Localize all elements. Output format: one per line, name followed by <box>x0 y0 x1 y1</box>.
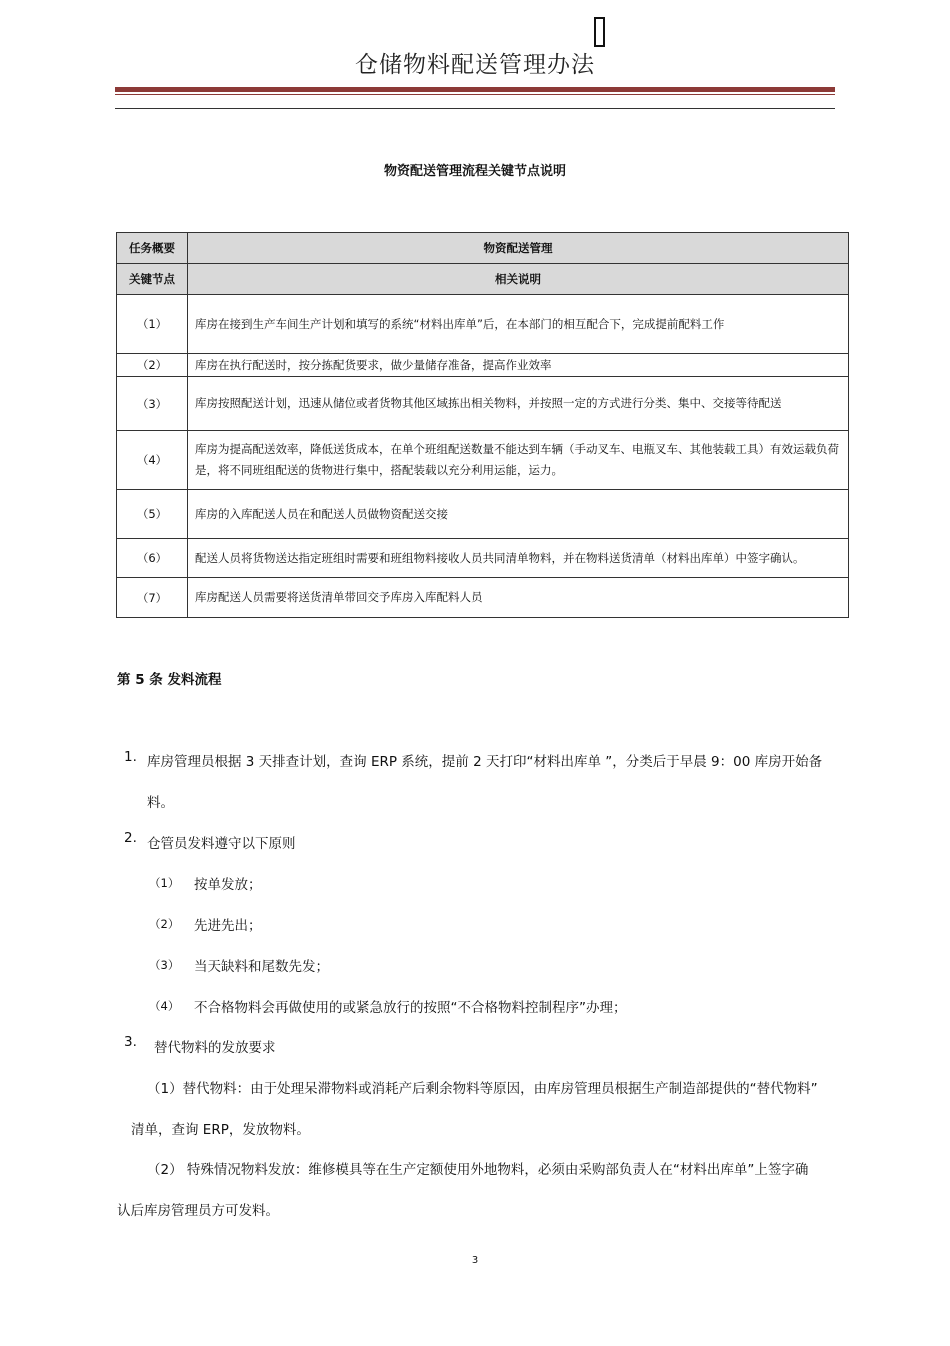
table-row <box>117 431 849 490</box>
node-description: 库房为提高配送效率，降低送货成本，在单个班组配送数量不能达到车辆（手动叉车、电瓶叉车、其他装载工具）有效运载负荷是，将不同班组配送的货物进行集中，搭配装载以充分利用运能，运力。 <box>188 431 849 490</box>
header-rule-thin <box>115 94 835 95</box>
header-rule-thick <box>115 87 835 92</box>
page-number: 3 <box>471 1255 479 1266</box>
sub-list-marker: （1） <box>149 876 180 890</box>
key-nodes-table <box>116 232 849 618</box>
list-item-text: 仓管员发料遵守以下原则 <box>147 836 296 852</box>
paragraph-line: （2） 特殊情况物料发放：维修模具等在生产定额使用外地物料，必须由采购部负责人在“材料出库单”上签字确 <box>147 1162 809 1178</box>
list-marker: 1. <box>124 749 137 765</box>
table-row <box>117 539 849 578</box>
section-heading: 第 5 条 发料流程 <box>117 672 222 688</box>
sub-list-text: 按单发放； <box>194 877 262 893</box>
document-title: 物资配送管理流程关键节点说明 <box>383 164 566 179</box>
table-row <box>117 377 849 431</box>
table-header-row <box>117 233 849 264</box>
sub-list-marker: （2） <box>149 917 180 931</box>
paragraph-line: 清单，查询 ERP，发放物料。 <box>131 1122 310 1138</box>
list-item-text: 库房管理员根据 3 天排查计划，查询 ERP 系统，提前 2 天打印“材料出库单 ”，分类后于早晨 9：00 库房开始备 <box>147 754 823 770</box>
node-number: （3） <box>117 377 188 431</box>
node-description: 库房的入库配送人员在和配送人员做物资配送交接 <box>188 490 849 539</box>
sub-list-marker: （4） <box>149 999 180 1013</box>
sub-list-text: 先进先出； <box>194 918 262 934</box>
list-marker: 3. <box>124 1034 137 1050</box>
table-row <box>117 490 849 539</box>
list-item-text: 料。 <box>147 795 174 811</box>
node-number: （4） <box>117 431 188 490</box>
table-header-cell: 任务概要 <box>117 233 188 264</box>
node-description: 库房在接到生产车间生产计划和填写的系统“材料出库单”后，在本部门的相互配合下，完成提前配料工作 <box>188 295 849 354</box>
node-description: 库房在执行配送时，按分拣配货要求，做少量储存准备，提高作业效率 <box>188 354 849 377</box>
sub-list-text: 不合格物料会再做使用的或紧急放行的按照“不合格物料控制程序”办理； <box>194 1000 627 1016</box>
list-item-text: 替代物料的发放要求 <box>154 1040 276 1056</box>
paragraph-line: 认后库房管理员方可发料。 <box>117 1203 279 1219</box>
missing-glyph-box-icon <box>594 17 605 47</box>
list-marker: 2. <box>124 830 137 846</box>
header-rule-black <box>115 108 835 109</box>
sub-list-marker: （3） <box>149 958 180 972</box>
table-row <box>117 295 849 354</box>
node-number: （1） <box>117 295 188 354</box>
header-title: 仓储物料配送管理办法 <box>355 52 595 78</box>
table-header-row <box>117 264 849 295</box>
node-number: （6） <box>117 539 188 578</box>
table-header-cell: 相关说明 <box>188 264 849 295</box>
node-description: 库房配送人员需要将送货清单带回交予库房入库配料人员 <box>188 578 849 618</box>
table-row <box>117 354 849 377</box>
node-number: （5） <box>117 490 188 539</box>
table-row <box>117 578 849 618</box>
node-description: 配送人员将货物送达指定班组时需要和班组物料接收人员共同清单物料，并在物料送货清单（材料出库单）中签字确认。 <box>188 539 849 578</box>
node-number: （2） <box>117 354 188 377</box>
table-header-cell: 关键节点 <box>117 264 188 295</box>
table-header-cell: 物资配送管理 <box>188 233 849 264</box>
node-description: 库房按照配送计划，迅速从储位或者货物其他区域拣出相关物料，并按照一定的方式进行分类、集中、交接等待配送 <box>188 377 849 431</box>
sub-list-text: 当天缺料和尾数先发； <box>194 959 329 975</box>
paragraph-line: （1）替代物料：由于处理呆滞物料或消耗产后剩余物料等原因，由库房管理员根据生产制造部提供的“替代物料” <box>147 1081 818 1097</box>
node-number: （7） <box>117 578 188 618</box>
